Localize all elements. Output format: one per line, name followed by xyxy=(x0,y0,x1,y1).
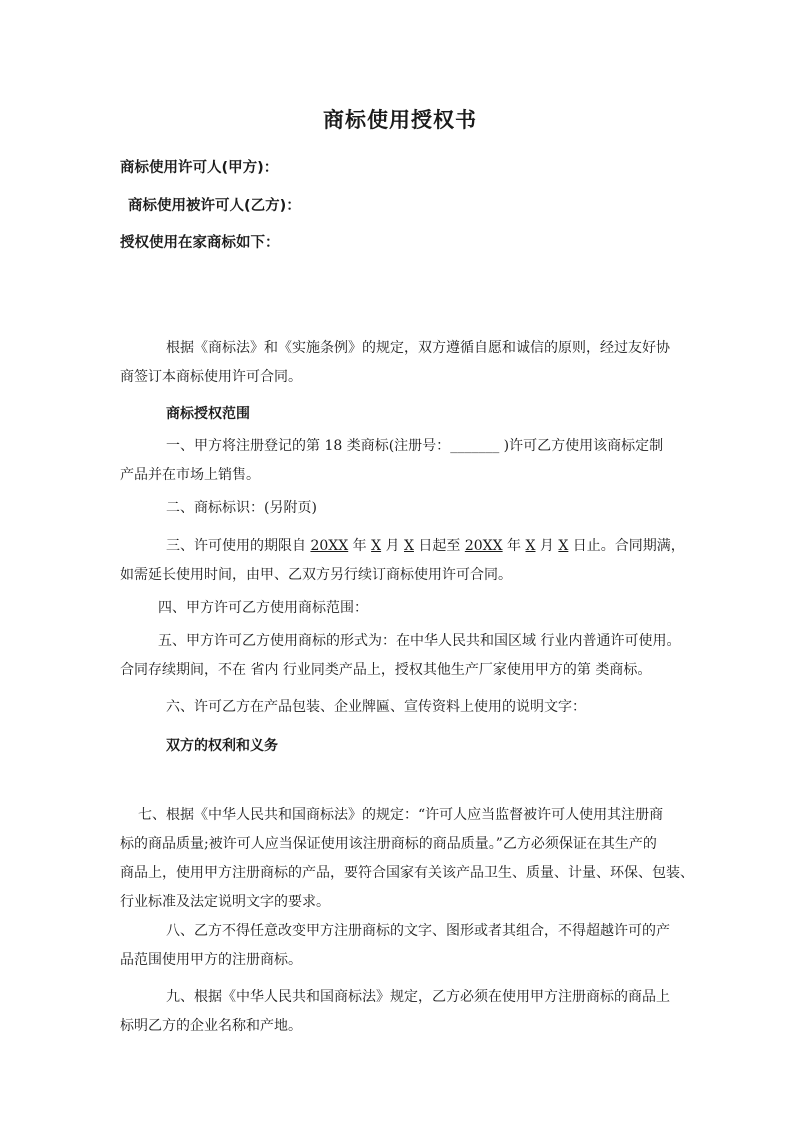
clause-7 xyxy=(120,801,694,917)
clause-3-line-2: 如需延长使用时间，由甲、乙双方另行续订商标使用许可合同。 xyxy=(120,567,512,583)
clause-1-text-a: 一、甲方将注册登记的第 18 类商标(注册号： xyxy=(166,438,451,454)
section-heading-rights: 双方的权利和义务 xyxy=(166,738,278,754)
clause-5-line-1: 五、甲方许可乙方使用商标的形式为：在中华人民共和国区域 行业内普通许可使用。 xyxy=(158,633,681,649)
clause-8 xyxy=(120,917,680,975)
clause-1-line-2: 产品并在市场上销售。 xyxy=(120,467,260,483)
clause-7-line-1: 七、根据《中华人民共和国商标法》的规定：“许可人应当监督被许可人使用其注册商 xyxy=(138,807,664,823)
clause-8-line-1: 八、乙方不得任意改变甲方注册商标的文字、图形或者其组合，不得超越许可的产 xyxy=(166,923,670,939)
licensor-field: 商标使用许可人(甲方)： xyxy=(120,160,279,176)
start-day: X xyxy=(403,538,414,554)
clause-9-line-1: 九、根据《中华人民共和国商标法》规定，乙方必须在使用甲方注册商标的商品上 xyxy=(166,989,670,1005)
end-year: 20XX xyxy=(464,538,503,554)
clause-6-line: 六、许可乙方在产品包装、企业牌匾、宣传资料上使用的说明文字： xyxy=(166,699,586,715)
licensee-field: 商标使用被许可人(乙方)： xyxy=(128,198,301,214)
clause-3-text: 月 xyxy=(381,538,404,554)
clause-9-line-2: 标明乙方的企业名称和产地。 xyxy=(120,1018,302,1034)
clause-8-line-2: 品范围使用甲方的注册商标。 xyxy=(120,952,302,968)
section-heading-scope: 商标授权范围 xyxy=(166,406,250,422)
clause-1 xyxy=(120,432,680,490)
clause-3-text: 月 xyxy=(535,538,559,554)
clause-3-text: 三、许可使用的期限自 xyxy=(166,538,311,554)
clause-3 xyxy=(120,532,685,590)
trademark-field: 授权使用在家商标如下： xyxy=(120,235,280,251)
end-day: X xyxy=(558,538,569,554)
clause-4-line: 四、甲方许可乙方使用商标范围： xyxy=(158,600,368,616)
intro-line-1: 根据《商标法》和《实施条例》的规定，双方遵循自愿和诚信的原则，经过友好协 xyxy=(166,340,670,356)
clause-5-line-2: 合同存续期间，不在 省内 行业同类产品上，授权其他生产厂家使用甲方的第 类商标。 xyxy=(120,662,652,678)
clause-2-line: 二、商标标识：(另附页) xyxy=(166,500,317,516)
clause-7-line-3: 商品上，使用甲方注册商标的产品，要符合国家有关该产品卫生、质量、计量、环保、包装、 xyxy=(120,865,694,881)
clause-7-line-4: 行业标准及法定说明文字的要求。 xyxy=(120,894,330,910)
registration-number-blank: _______ xyxy=(450,438,500,454)
end-month: X xyxy=(525,538,536,554)
clause-6 xyxy=(120,693,680,722)
start-year: 20XX xyxy=(310,538,349,554)
clause-7-line-2: 标的商品质量;被许可人应当保证使用该注册商标的商品质量。”乙方必须保证在其生产的 xyxy=(120,836,657,852)
intro-line-2: 商签订本商标使用许可合同。 xyxy=(120,369,302,385)
clause-3-text: 日起至 xyxy=(413,538,465,554)
clause-3-line-1 xyxy=(120,532,685,561)
clause-3-text: 日止。合同期满， xyxy=(568,538,685,554)
clause-1-text-b: )许可乙方使用该商标定制 xyxy=(499,438,664,454)
clause-5 xyxy=(120,627,680,685)
clause-3-text: 年 xyxy=(348,538,372,554)
clause-1-line-1 xyxy=(120,432,680,461)
clause-9 xyxy=(120,983,680,1041)
clause-3-text: 年 xyxy=(502,538,526,554)
clause-2 xyxy=(120,494,680,523)
intro-paragraph xyxy=(120,334,680,392)
start-month: X xyxy=(371,538,382,554)
document-title: 商标使用授权书 xyxy=(323,108,477,132)
clause-4 xyxy=(120,594,680,623)
